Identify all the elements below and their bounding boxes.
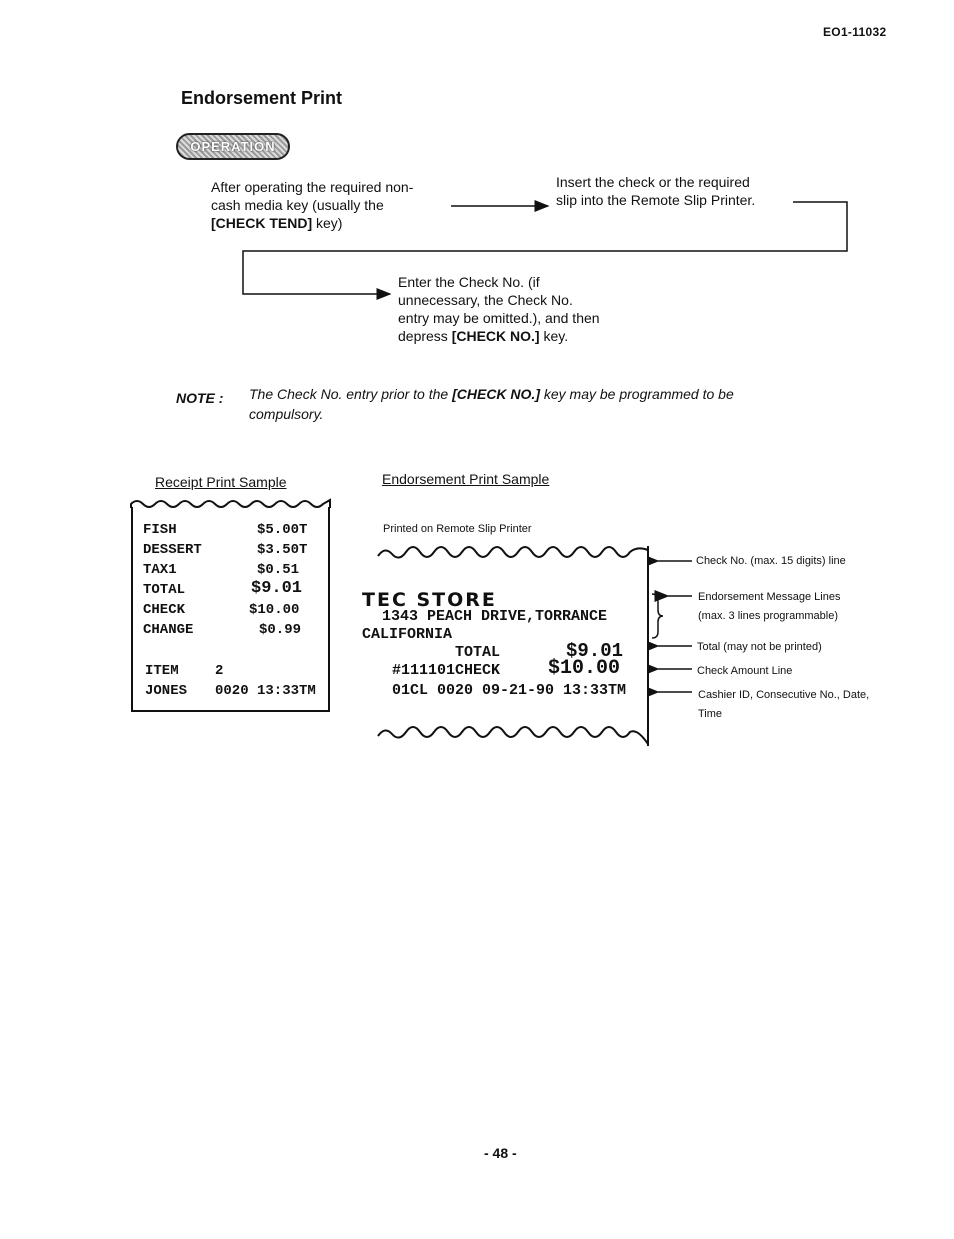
step1-line1: After operating the required non- [211,179,414,195]
receipt-label-fish: FISH [143,522,177,538]
receipt-label-tax: TAX1 [143,562,177,578]
page-title: Endorsement Print [181,88,343,108]
endorse-check-label: #111101CHECK [392,662,501,679]
printed-on-label: Printed on Remote Slip Printer [383,523,532,535]
annotation-check-no: Check No. (max. 15 digits) line [696,555,846,567]
page-number: - 48 - [484,1145,517,1161]
step3-pre: depress [398,328,452,344]
step3-key: [CHECK NO.] [451,328,540,344]
receipt-label-total: TOTAL [143,582,186,598]
step3-line3: entry may be omitted.), and then [398,310,600,326]
receipt-item-count: 2 [215,663,224,679]
step3-post: key. [539,328,569,344]
receipt-label-dessert: DESSERT [143,542,202,558]
operation-badge-label: OPERATION [190,139,276,154]
receipt-value-check: $10.00 [249,602,300,618]
store-address-2: CALIFORNIA [362,626,453,643]
store-name: TEC STORE [362,589,497,611]
endorsement-brace [652,594,663,638]
step2-line1: Insert the check or the required [556,174,750,190]
note-key: [CHECK NO.] [452,386,540,402]
document-id: EO1-11032 [823,25,887,39]
step2-line2: slip into the Remote Slip Printer. [556,192,756,208]
step3-line1: Enter the Check No. (if [398,274,540,290]
arrow-step2-to-step3 [243,202,847,294]
receipt-label-change: CHANGE [143,622,194,638]
note-label: NOTE : [176,390,224,406]
receipt-sample-heading: Receipt Print Sample [155,474,287,490]
receipt-value-dessert: $3.50T [257,542,308,558]
step1-line2: cash media key (usually the [211,197,384,213]
step1-tail: key) [312,215,343,231]
receipt-cashier-info: 0020 13:33TM [215,683,316,699]
endorse-total-label: TOTAL [455,644,501,661]
receipt-cashier-name: JONES [145,683,188,699]
receipt-item-label: ITEM [145,663,179,679]
note-line2: compulsory. [249,406,324,422]
annotation-endorsement-1: Endorsement Message Lines [698,591,841,603]
note-text [249,384,829,424]
note-pre: The Check No. entry prior to the [249,386,453,402]
endorse-total-value: $9.01 [566,640,624,662]
flow-connectors [0,0,954,360]
step3-line2: unnecessary, the Check No. [398,292,573,308]
step1-key: [CHECK TEND] [211,215,313,231]
endorse-cashier-line: 01CL 0020 09-21-90 13:33TM [392,682,627,699]
annotation-cashier-1: Cashier ID, Consecutive No., Date, [698,689,870,701]
store-address-1: 1343 PEACH DRIVE,TORRANCE [382,608,608,625]
receipt-label-check: CHECK [143,602,186,618]
annotation-total: Total (may not be printed) [697,641,822,653]
receipt-value-change: $0.99 [259,622,302,638]
annotation-check-amount: Check Amount Line [697,665,793,677]
endorse-check-value: $10.00 [548,657,621,680]
receipt-value-tax: $0.51 [257,562,300,578]
receipt-sample [131,507,330,712]
annotation-cashier-2: Time [698,708,723,720]
annotation-endorsement-2: (max. 3 lines programmable) [698,610,838,622]
receipt-value-total: $9.01 [251,579,303,598]
receipt-value-fish: $5.00T [257,522,308,538]
note-post: key may be programmed to be [539,386,734,402]
endorsement-sample-heading: Endorsement Print Sample [382,471,550,487]
